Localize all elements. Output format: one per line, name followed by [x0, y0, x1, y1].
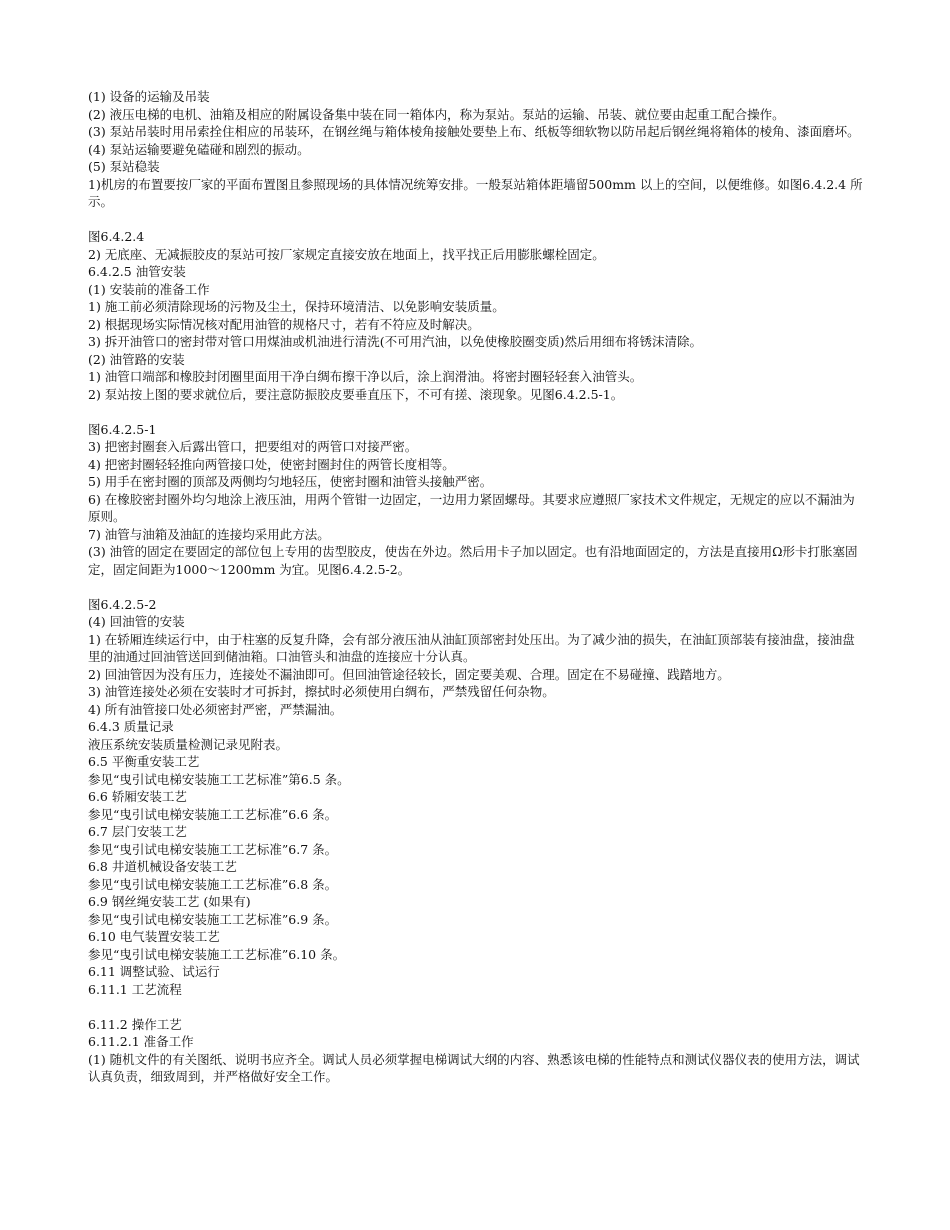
text-line: 4) 所有油管接口处必须密封严密，严禁漏油。: [88, 701, 343, 717]
text-line: (4) 泵站运输要避免磕碰和剧烈的振动。: [88, 141, 310, 157]
text-line: (2) 液压电梯的电机、油箱及相应的附属设备集中装在同一箱体内，称为泵站。泵站的运输、吊装、就位要由起重工配合操作。: [88, 106, 785, 122]
text-line: 图6.4.2.5-1: [88, 421, 157, 437]
text-line: 参见“曳引试电梯安装施工工艺标准”6.7 条。: [88, 841, 338, 857]
text-line: 6.8 井道机械设备安装工艺: [88, 859, 237, 874]
blank-line: [88, 578, 863, 596]
text-line: 6.6 轿厢安装工艺: [88, 789, 187, 804]
text-line: 参见“曳引试电梯安装施工工艺标准”6.10 条。: [88, 946, 346, 962]
blank-line: [88, 211, 863, 229]
text-line: 1) 施工前必须清除现场的污物及尘土，保持环境清洁、以免影响安装质量。: [88, 299, 505, 314]
text-line: 3) 油管连接处必须在安装时才可拆封，擦拭时必须使用白绸布，严禁残留任何杂物。: [88, 684, 555, 699]
text-line: 6.11 调整试验、试运行: [88, 964, 220, 979]
text-line: 参见“曳引试电梯安装施工工艺标准”第6.5 条。: [88, 771, 350, 787]
text-line: 6.4.3 质量记录: [88, 719, 174, 734]
text-line: 参见“曳引试电梯安装施工工艺标准”6.9 条。: [88, 911, 338, 927]
text-line: 6.10 电气装置安装工艺: [88, 929, 220, 944]
text-line: 1)机房的布置要按厂家的平面布置图且参照现场的具体情况统筹安排。一般泵站箱体距墙留500mm 以上的空间，以便维修。如图6.4.2.4 所示。: [88, 176, 863, 209]
text-line: (1) 设备的运输及吊装: [88, 89, 210, 104]
text-line: 2) 泵站按上图的要求就位后，要注意防振胶皮要垂直压下，不可有搓、滚现象。见图6.4.2.5-1。: [88, 386, 624, 402]
text-line: 参见“曳引试电梯安装施工工艺标准”6.8 条。: [88, 876, 338, 892]
text-line: 6.9 钢丝绳安装工艺 (如果有): [88, 894, 251, 909]
text-line: 2) 回油管因为没有压力，连接处不漏油即可。但回油管途径较长，固定要美观、合理。固定在不易碰撞、践踏地方。: [88, 666, 730, 682]
text-line: (4) 回油管的安装: [88, 614, 185, 629]
text-line: (2) 油管路的安装: [88, 351, 185, 367]
text-line: 1) 油管口端部和橡胶封闭圈里面用干净白绸布擦干净以后，涂上润滑油。将密封圈轻轻套入油管头。: [88, 369, 643, 384]
text-line: (3) 油管的固定在要固定的部位包上专用的齿型胶皮，使齿在外边。然后用卡子加以固定。也有沿地面固定的，方法是直接用Ω形卡打胀塞固定，固定间距为1000～1200mm 为宜。见图6.4.2.5-2。: [88, 544, 858, 577]
text-line: 2) 根据现场实际情况核对配用油管的规格尺寸，若有不符应及时解决。: [88, 316, 480, 332]
text-line: 6.11.2 操作工艺: [88, 1016, 182, 1032]
text-line: 6.7 层门安装工艺: [88, 824, 187, 839]
text-line: (3) 泵站吊装时用吊索拴住相应的吊装环，在钢丝绳与箱体棱角接触处要垫上布、纸板等细软物以防吊起后钢丝绳将箱体的棱角、漆面磨坏。: [88, 124, 860, 139]
text-line: 3) 拆开油管口的密封带对管口用煤油或机油进行清洗(不可用汽油，以免使橡胶圈变质)然后用细布将锈沫清除。: [88, 334, 703, 349]
text-line: 6) 在橡胶密封圈外均匀地涂上液压油，用两个管钳一边固定，一边用力紧固螺母。其要求应遵照厂家技术文件规定，无规定的应以不漏油为原则。: [88, 491, 855, 524]
document-body: [88, 88, 863, 1086]
text-line: (5) 泵站稳装: [88, 159, 160, 174]
text-line: (1) 随机文件的有关图纸、说明书应齐全。调试人员必须掌握电梯调试大纲的内容、熟悉该电梯的性能特点和测试仪器仪表的使用方法，调试认真负责，细致周到，并严格做好安全工作。: [88, 1051, 860, 1084]
blank-line: [88, 998, 863, 1016]
text-line: 7) 油管与油箱及油缸的连接均采用此方法。: [88, 526, 330, 542]
text-line: (1) 安装前的准备工作: [88, 281, 210, 297]
text-line: 2) 无底座、无减振胶皮的泵站可按厂家规定直接安放在地面上，找平找正后用膨胀螺栓固定。: [88, 246, 605, 262]
text-line: 6.11.2.1 准备工作: [88, 1034, 194, 1049]
text-line: 图6.4.2.5-2: [88, 596, 157, 612]
blank-line: [88, 403, 863, 421]
text-line: 6.11.1 工艺流程: [88, 981, 182, 997]
text-line: 3) 把密封圈套入后露出管口，把要组对的两管口对接严密。: [88, 439, 418, 454]
text-line: 4) 把密封圈轻轻推向两管接口处，使密封圈封住的两管长度相等。: [88, 456, 455, 472]
text-line: 1) 在轿厢连续运行中，由于柱塞的反复升降，会有部分液压油从油缸顶部密封处压出。为了减少油的损失，在油缸顶部装有接油盘，接油盘里的油通过回油管送回到储油箱。口油管头和油盘的连接应十分认真。: [88, 631, 855, 664]
text-line: 5) 用手在密封圈的顶部及两侧均匀地轻压，使密封圈和油管头接触严密。: [88, 474, 493, 489]
text-line: 6.4.2.5 油管安装: [88, 264, 186, 279]
text-line: 参见“曳引试电梯安装施工工艺标准”6.6 条。: [88, 806, 338, 822]
text-line: 液压系统安装质量检测记录见附表。: [88, 736, 289, 752]
text-line: 图6.4.2.4: [88, 229, 145, 244]
text-line: 6.5 平衡重安装工艺: [88, 754, 200, 769]
